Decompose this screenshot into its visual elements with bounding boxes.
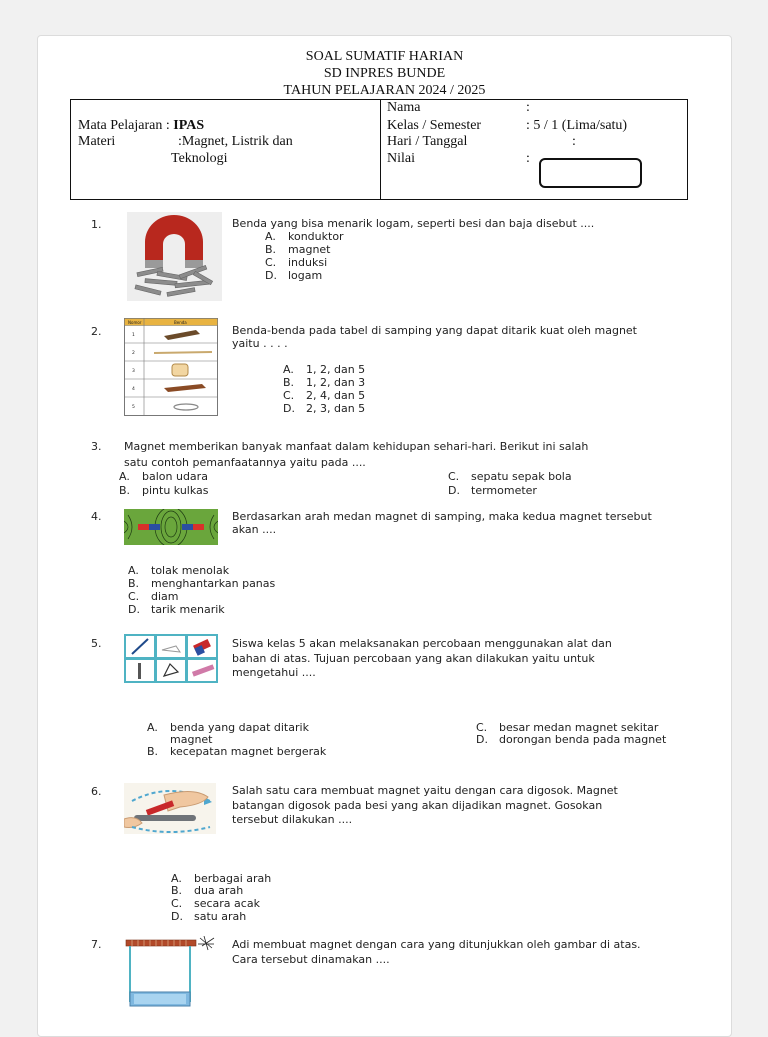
subject-row <box>78 118 204 134</box>
svg-text:3: 3 <box>132 369 135 374</box>
class-value: : 5 / 1 (Lima/satu) <box>526 118 628 133</box>
stick-icon <box>154 352 212 353</box>
topic-label: Materi <box>78 134 116 149</box>
q6-number: 6. <box>91 785 102 798</box>
q7-text-1: Adi membuat magnet dengan cara yang ditunjukkan oleh gambar di atas. <box>232 938 641 951</box>
name-colon: : <box>526 100 530 115</box>
school-name: SD INPRES BUNDE <box>323 66 446 81</box>
q5-text-3: mengetahui .... <box>232 666 316 679</box>
horseshoe-magnet-image <box>127 212 222 301</box>
q5-option-a-cont: magnet <box>170 733 213 746</box>
svg-text:2: 2 <box>132 351 135 356</box>
score-colon: : <box>526 151 530 166</box>
q6-option-c[interactable]: C. secara acak <box>171 897 260 910</box>
q2-option-c[interactable]: C. 2, 4, dan 5 <box>283 389 366 402</box>
q4-number: 4. <box>91 510 102 523</box>
q1-option-a[interactable]: A. konduktor <box>265 230 344 243</box>
q5-number: 5. <box>91 637 102 650</box>
magnet-a-south <box>149 524 160 530</box>
q5-text-2: bahan di atas. Tujuan percobaan yang akan dilakukan yaitu untuk <box>232 652 595 665</box>
magnet-b-north <box>193 524 204 530</box>
q3-option-d[interactable]: D. termometer <box>448 484 537 497</box>
q1-option-d[interactable]: D. logam <box>265 269 323 282</box>
identity-box <box>70 99 688 200</box>
q4-text-2: akan .... <box>232 523 277 536</box>
score-label: Nilai <box>387 151 415 166</box>
academic-year: TAHUN PELAJARAN 2024 / 2025 <box>283 83 486 98</box>
table-header-object: Benda <box>174 320 187 325</box>
nail-icon <box>138 663 141 679</box>
clips-icon <box>198 936 214 950</box>
objects-table-image <box>124 318 218 416</box>
exam-title: SOAL SUMATIF HARIAN <box>305 49 464 64</box>
iron-bar-icon <box>134 815 196 821</box>
q3-option-c[interactable]: C. sepatu sepak bola <box>448 470 572 483</box>
q6-option-d[interactable]: D. satu arah <box>171 910 247 923</box>
q1-number: 1. <box>91 218 102 231</box>
q3-text-1: Magnet memberikan banyak manfaat dalam kehidupan sehari-hari. Berikut ini salah <box>124 440 589 453</box>
q5-text-1: Siswa kelas 5 akan melaksanakan percobaan menggunakan alat dan <box>232 637 612 650</box>
magnet-a-north <box>138 524 149 530</box>
q6-text-2: batangan digosok pada besi yang akan dijadikan magnet. Gosokan <box>232 799 603 812</box>
score-box[interactable] <box>539 158 642 188</box>
q2-number: 2. <box>91 325 102 338</box>
q6-text-1: Salah satu cara membuat magnet yaitu dengan cara digosok. Magnet <box>232 784 618 797</box>
q4-option-c[interactable]: C. diam <box>128 590 179 603</box>
electromagnet-image <box>124 936 216 1008</box>
subject-label: Mata Pelajaran : <box>78 118 174 133</box>
q2-text-1: Benda-benda pada tabel di samping yang dapat ditarik kuat oleh magnet <box>232 324 637 337</box>
q5-option-c[interactable]: C. besar medan magnet sekitar <box>476 721 659 734</box>
experiment-tools-image <box>124 634 218 683</box>
q6-text-3: tersebut dilakukan .... <box>232 813 353 826</box>
topic-value-1: :Magnet, Listrik dan <box>178 134 293 149</box>
coil-icon <box>126 940 196 946</box>
q2-option-a[interactable]: A. 1, 2, dan 5 <box>283 363 366 376</box>
q1-option-c[interactable]: C. induksi <box>265 256 328 269</box>
q3-option-b[interactable]: B. pintu kulkas <box>119 484 209 497</box>
q2-option-b[interactable]: B. 1, 2, dan 3 <box>283 376 366 389</box>
q3-text-2: satu contoh pemanfaatannya yaitu pada .... <box>124 456 366 469</box>
class-label: Kelas / Semester <box>387 118 482 133</box>
q5-option-a[interactable]: A. benda yang dapat ditarik <box>147 721 309 734</box>
q4-text-1: Berdasarkan arah medan magnet di samping, maka kedua magnet tersebut <box>232 510 652 523</box>
q3-option-a[interactable]: A. balon udara <box>119 470 208 483</box>
identity-divider <box>380 100 381 199</box>
q7-number: 7. <box>91 938 102 951</box>
cloth-icon <box>172 364 188 376</box>
name-label: Nama <box>387 100 421 115</box>
table-header-no: Nomor <box>128 320 142 325</box>
date-colon: : <box>572 134 576 149</box>
magnetic-field-image <box>124 509 218 545</box>
svg-text:4: 4 <box>132 387 135 392</box>
date-label: Hari / Tanggal <box>387 134 468 149</box>
q1-text: Benda yang bisa menarik logam, seperti besi dan baja disebut .... <box>232 217 595 230</box>
q6-option-a[interactable]: A. berbagai arah <box>171 872 272 885</box>
q5-option-b[interactable]: B. kecepatan magnet bergerak <box>147 745 327 758</box>
exam-page <box>37 35 732 1037</box>
q3-number: 3. <box>91 440 102 453</box>
svg-text:1: 1 <box>132 333 135 338</box>
q5-option-d[interactable]: D. dorongan benda pada magnet <box>476 733 667 746</box>
q1-option-b[interactable]: B. magnet <box>265 243 331 256</box>
q4-option-a[interactable]: A. tolak menolak <box>128 564 230 577</box>
q4-option-b[interactable]: B. menghantarkan panas <box>128 577 276 590</box>
q7-text-2: Cara tersebut dinamakan .... <box>232 953 390 966</box>
svg-text:5: 5 <box>132 405 135 410</box>
subject-value: IPAS <box>173 118 205 133</box>
q2-option-d[interactable]: D. 2, 3, dan 5 <box>283 402 366 415</box>
magnet-b-south <box>182 524 193 530</box>
q6-option-b[interactable]: B. dua arah <box>171 884 244 897</box>
q2-text-2: yaitu . . . . <box>232 337 288 350</box>
rubbing-magnet-image <box>124 783 216 834</box>
magnet-body-icon <box>145 215 203 262</box>
q4-option-d[interactable]: D. tarik menarik <box>128 603 225 616</box>
topic-value-2: Teknologi <box>171 151 228 166</box>
